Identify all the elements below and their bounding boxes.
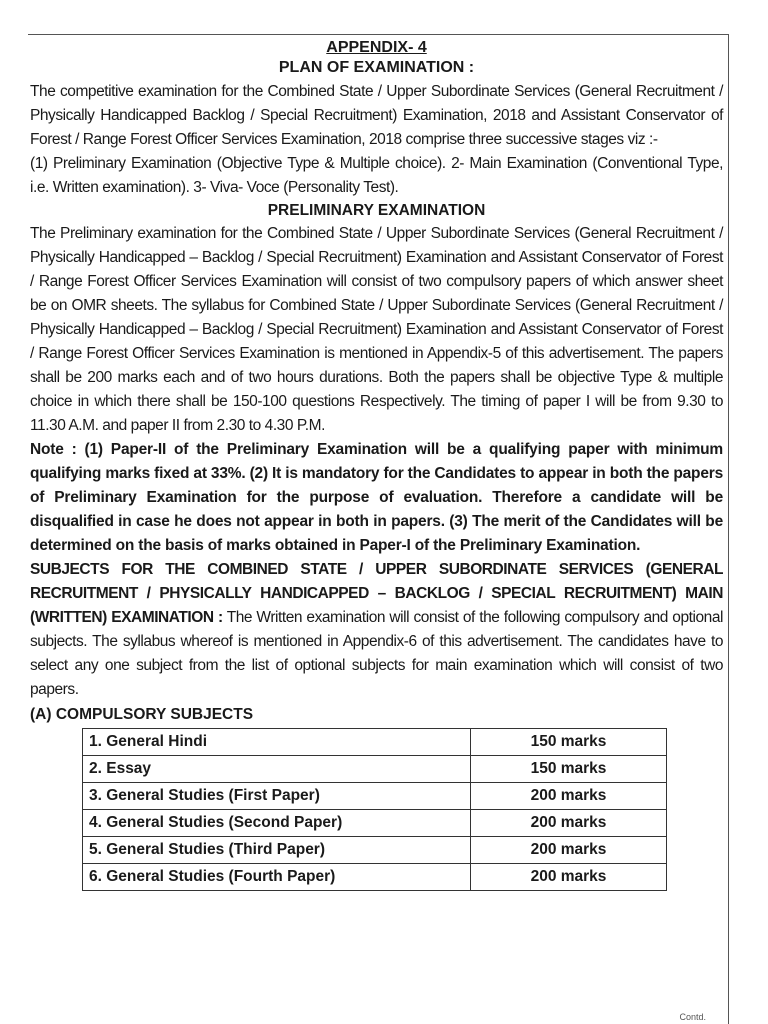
note-paragraph: Note : (1) Paper-II of the Preliminary Examination will be a qualifying paper with minimum qualifying marks fixed at 33%. (2) It is mandatory for the Candidates to appear in both the papers of Preliminary Examination for the purpose of evaluation. Therefore a candidate will be disqualified in case he does not appear in both in papers. (3) The merit of the Candidates will be determined on the basis of marks obtained in Paper-I of the Preliminary Examination. <box>30 441 723 554</box>
subject-marks: 200 marks <box>471 837 667 864</box>
subject-name: 1. General Hindi <box>83 729 471 756</box>
subjects-paragraph <box>30 558 723 702</box>
compulsory-subjects-table <box>82 728 667 891</box>
appendix-title: APPENDIX- 4 <box>326 39 427 56</box>
subject-name: 3. General Studies (First Paper) <box>83 783 471 810</box>
intro-paragraph: The competitive examination for the Combined State / Upper Subordinate Services (General Recruitment / Physically Handicapped Backlog / Special Recruitment) Examination, 2018 and Assistant Conservator of Forest / Range Forest Officer Services Examination, 2018 comprise three successive stages viz :- <box>30 83 723 148</box>
table-row <box>83 837 667 864</box>
preliminary-title: PRELIMINARY EXAMINATION <box>267 202 486 219</box>
table-row <box>83 729 667 756</box>
right-rule <box>728 34 729 1024</box>
subject-name: 6. General Studies (Fourth Paper) <box>83 864 471 891</box>
preliminary-paragraph: The Preliminary examination for the Combined State / Upper Subordinate Services (General Recruitment / Physically Handicapped – Backlog / Special Recruitment) Examination and Assistant Conservator of Forest / Range Forest Officer Services Examination will consist of two compulsory papers of which answer sheet be on OMR sheets. The syllabus for Combined State / Upper Subordinate Services (General Recruitment / Physically Handicapped – Backlog / Special Recruitment) Examination and Assistant Conservator of Forest / Range Forest Officer Services Examination is mentioned in Appendix-5 of this advertisement. The papers shall be 200 marks each and of two hours durations. Both the papers shall be objective Type & multiple choice in which there shall be 150-100 questions Respectively. The timing of paper I will be from 9.30 to 11.30 A.M. and paper II from 2.30 to 4.30 P.M. <box>30 225 723 434</box>
subject-name: 4. General Studies (Second Paper) <box>83 810 471 837</box>
subject-marks: 150 marks <box>471 729 667 756</box>
subject-marks: 200 marks <box>471 864 667 891</box>
top-rule <box>28 34 728 35</box>
table-row <box>83 756 667 783</box>
subject-name: 2. Essay <box>83 756 471 783</box>
document-content <box>30 38 723 891</box>
compulsory-subjects-title: (A) COMPULSORY SUBJECTS <box>30 706 254 723</box>
contd-label: Contd. <box>679 1012 706 1022</box>
subjects-heading: SUBJECTS FOR THE COMBINED STATE / UPPER SUBORDINATE SERVICES (GENERAL RECRUITMENT / PHYSICALLY HANDICAPPED – BACKLOG / SPECIAL RECRUITMENT) MAIN (WRITTEN) EXAMINATION : <box>30 561 723 626</box>
table-row <box>83 810 667 837</box>
subjects-text: The Written examination will consist of the following compulsory and optional subjects. The syllabus whereof is mentioned in Appendix-6 of this advertisement. The candidates have to select any one subject from the list of optional subjects for main examination which will consist of two papers. <box>30 609 724 698</box>
subject-marks: 200 marks <box>471 783 667 810</box>
subject-name: 5. General Studies (Third Paper) <box>83 837 471 864</box>
plan-title: PLAN OF EXAMINATION : <box>278 59 475 76</box>
table-row <box>83 864 667 891</box>
subject-marks: 150 marks <box>471 756 667 783</box>
stages-paragraph: (1) Preliminary Examination (Objective Type & Multiple choice). 2- Main Examination (Conventional Type, i.e. Written examination). 3- Viva- Voce (Personality Test). <box>30 155 723 196</box>
subject-marks: 200 marks <box>471 810 667 837</box>
table-row <box>83 783 667 810</box>
